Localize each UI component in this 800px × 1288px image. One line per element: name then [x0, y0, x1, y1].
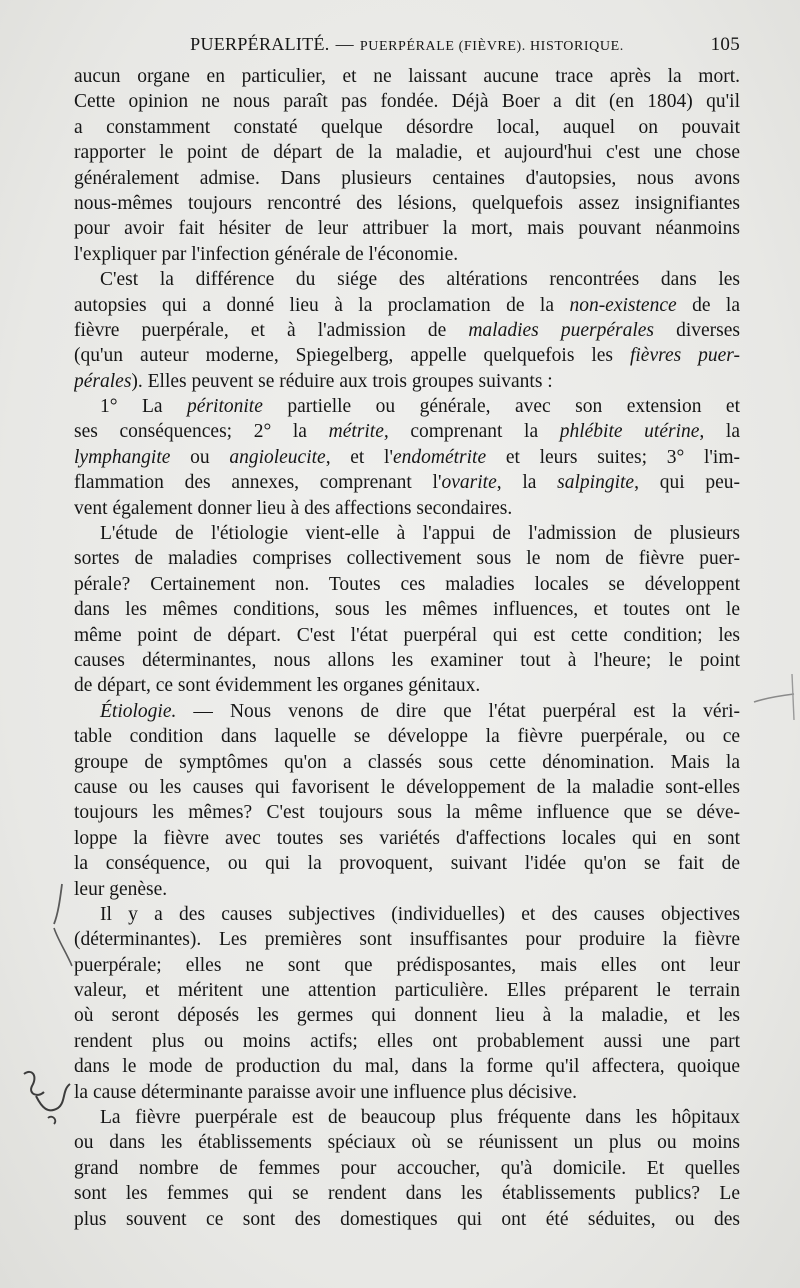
text-run: Il y a des causes subjectives (individuelles) et des causes objectives — [100, 903, 740, 925]
text-line — [74, 546, 740, 571]
text-run: autopsies qui a donné lieu à la proclamation de la — [74, 294, 570, 316]
text-run: table condition dans laquelle se développe la fièvre puerpérale, ou ce — [74, 726, 740, 748]
italic-text: maladies puerpérales — [468, 319, 654, 341]
text-run: partielle ou générale, avec son extension et — [262, 396, 740, 418]
text-line — [74, 293, 740, 318]
text-run: grand nombre de femmes pour accoucher, qu'à domicile. Et quelles — [74, 1157, 740, 1179]
text-run: aucun organe en particulier, et ne laissant aucune trace après la mort. — [74, 66, 740, 87]
text-run: de départ, ce sont évidemment les organes génitaux. — [74, 675, 481, 697]
text-line — [74, 343, 740, 368]
text-run: même point de départ. C'est l'état puerpéral qui est cette condition; les — [74, 624, 740, 646]
text-run: — Nous venons de dire que l'état puerpéral est la véri- — [176, 700, 740, 722]
text-run: fièvre puerpérale, et à l'admission de — [74, 319, 469, 341]
text-run: groupe de symptômes qu'on a classés sous cette dénomination. Mais la — [74, 751, 740, 773]
text-run: loppe la fièvre avec toutes ses variétés d'affections locales qui en sont — [74, 827, 740, 849]
text-line — [74, 877, 740, 902]
text-run: rapporter le point de départ de la maladie, et aujourd'hui c'est une chose — [74, 142, 740, 164]
text-run: (déterminantes). Les premières sont insuffisantes pour produire la fièvre — [74, 929, 740, 951]
text-line — [74, 267, 740, 292]
text-line — [74, 978, 740, 1003]
italic-text: non-existence — [569, 294, 677, 316]
text-line — [74, 369, 740, 394]
text-run: la — [704, 421, 740, 443]
text-line — [74, 1181, 740, 1206]
text-line — [74, 826, 740, 851]
text-line — [74, 750, 740, 775]
text-line — [74, 318, 740, 343]
text-run: où seront déposés les germes qui donnent lieu à la maladie, et les — [74, 1005, 740, 1027]
text-run: sont les femmes qui se rendent dans les établissements publics? Le — [74, 1183, 740, 1205]
text-line — [74, 648, 740, 673]
text-line — [74, 445, 740, 470]
italic-text: phlébite utérine, — [559, 421, 705, 443]
running-title-dash: — — [335, 34, 354, 54]
text-line — [74, 775, 740, 800]
text-run: C'est la différence du siége des altérations rencontrées dans les — [100, 269, 740, 291]
italic-text: fièvres puer- — [629, 345, 740, 367]
running-title — [74, 34, 740, 55]
running-head — [74, 34, 740, 58]
text-line — [74, 851, 740, 876]
text-run: nous-mêmes toujours rencontré des lésions, quelquefois assez insignifiantes — [74, 192, 740, 214]
text-run: leur genèse. — [74, 878, 168, 900]
text-run: ses conséquences; 2° la — [74, 421, 329, 443]
text-run: pérale? Certainement non. Toutes ces maladies locales se développent — [74, 573, 740, 595]
italic-text: angioleucite — [229, 446, 326, 468]
text-line — [74, 1156, 740, 1181]
italic-text: péritonite — [187, 396, 263, 418]
text-line — [74, 927, 740, 952]
italic-text: lymphangite — [74, 446, 171, 468]
text-run: Cette opinion ne nous paraît pas fondée. Déjà Boer a dit (en 1804) qu'il — [74, 91, 740, 113]
text-run: La fièvre puerpérale est de beaucoup plus fréquente dans les hôpitaux — [100, 1107, 740, 1129]
italic-text: métrite, — [328, 421, 389, 443]
text-run: L'étude de l'étiologie vient-elle à l'appui de l'admission de plusieurs — [100, 523, 740, 545]
text-run: , et l' — [325, 446, 393, 468]
text-line — [74, 521, 740, 546]
text-line — [74, 64, 740, 89]
text-run: généralement admise. Dans plusieurs centaines d'autopsies, nous avons — [74, 167, 740, 189]
text-line — [74, 1029, 740, 1054]
text-line — [74, 216, 740, 241]
page-number: 105 — [710, 34, 740, 55]
text-line — [74, 470, 740, 495]
running-title-sub: PUERPÉRALE (FIÈVRE). HISTORIQUE. — [359, 39, 624, 54]
text-line — [74, 166, 740, 191]
text-line — [74, 242, 740, 267]
italic-text: Étiologie. — [100, 700, 177, 722]
text-run: la cause déterminante paraisse avoir une influence plus décisive. — [74, 1081, 578, 1103]
italic-text: salpingite — [557, 472, 635, 494]
text-line — [74, 800, 740, 825]
text-run: a constamment constaté quelque désordre local, auquel on pouvait — [74, 116, 740, 138]
text-run: vent également donner lieu à des affections secondaires. — [74, 497, 513, 519]
text-run: et leurs suites; 3° l'im- — [486, 446, 740, 468]
italic-text: pérales — [74, 370, 132, 392]
text-line — [74, 1080, 740, 1105]
italic-text: endométrite — [392, 446, 487, 468]
text-run: pour avoir fait hésiter de leur attribuer la mort, mais pouvant néanmoins — [74, 218, 740, 240]
text-run: l'expliquer par l'infection générale de l'économie. — [74, 243, 459, 265]
text-run: , la — [496, 472, 558, 494]
text-run: plus souvent ce sont des domestiques qui ont été séduites, ou des — [74, 1208, 740, 1230]
text-run: ou dans les établissements spéciaux où se réunissent un plus ou moins — [74, 1132, 740, 1154]
text-line — [74, 89, 740, 114]
text-run: causes déterminantes, nous allons les examiner tout à l'heure; le point — [74, 649, 740, 671]
text-line — [74, 394, 740, 419]
text-line — [74, 115, 740, 140]
text-run: ou — [170, 446, 230, 468]
text-run: diverses — [654, 319, 740, 341]
text-line — [74, 572, 740, 597]
text-run: de la — [676, 294, 740, 316]
text-run: 1° La — [100, 396, 188, 418]
text-line — [74, 673, 740, 698]
running-title-main: PUERPÉRALITÉ. — [190, 34, 330, 54]
text-run: puerpérale; elles ne sont que prédisposantes, mais elles ont leur — [74, 954, 740, 976]
text-run: ). Elles peuvent se réduire aux trois groupes suivants : — [131, 370, 553, 392]
text-line — [74, 140, 740, 165]
text-line — [74, 1130, 740, 1155]
text-run: valeur, et méritent une attention particulière. Elles préparent le terrain — [74, 980, 740, 1002]
text-line — [74, 1054, 740, 1079]
text-line — [74, 953, 740, 978]
text-run: dans le mode de production du mal, dans la forme qu'il affectera, quoique — [74, 1056, 740, 1078]
text-line — [74, 496, 740, 521]
text-run: (qu'un auteur moderne, Spiegelberg, appelle quelquefois les — [74, 345, 630, 367]
text-line — [74, 699, 740, 724]
text-run: la conséquence, ou qui la provoquent, suivant l'idée qu'on se fait de — [74, 853, 740, 875]
text-run: comprenant la — [388, 421, 560, 443]
text-line — [74, 1003, 740, 1028]
text-line — [74, 724, 740, 749]
text-line — [74, 419, 740, 444]
text-line — [74, 902, 740, 927]
text-line — [74, 1207, 740, 1232]
text-run: rendent plus ou moins actifs; elles ont probablement aussi une part — [74, 1030, 740, 1052]
margin-bracket-mark — [40, 880, 78, 972]
text-run: toujours les mêmes? C'est toujours sous la même influence que se déve- — [74, 802, 740, 824]
text-line — [74, 1105, 740, 1130]
text-run: cause ou les causes qui favorisent le développement de la maladie sont-elles — [74, 776, 740, 798]
text-line — [74, 191, 740, 216]
margin-handwritten-note — [18, 1064, 80, 1130]
text-run: dans les mêmes conditions, sous les mêmes influences, et toutes ont le — [74, 599, 740, 621]
text-run: flammation des annexes, comprenant l' — [74, 472, 442, 494]
text-run: , qui peu- — [634, 472, 740, 494]
body-text — [74, 64, 740, 1232]
text-run: sortes de maladies comprises collectivement sous le nom de fièvre puer- — [74, 548, 740, 570]
italic-text: ovarite — [441, 472, 497, 494]
margin-tick-mark — [748, 668, 800, 728]
text-line — [74, 597, 740, 622]
text-line — [74, 623, 740, 648]
